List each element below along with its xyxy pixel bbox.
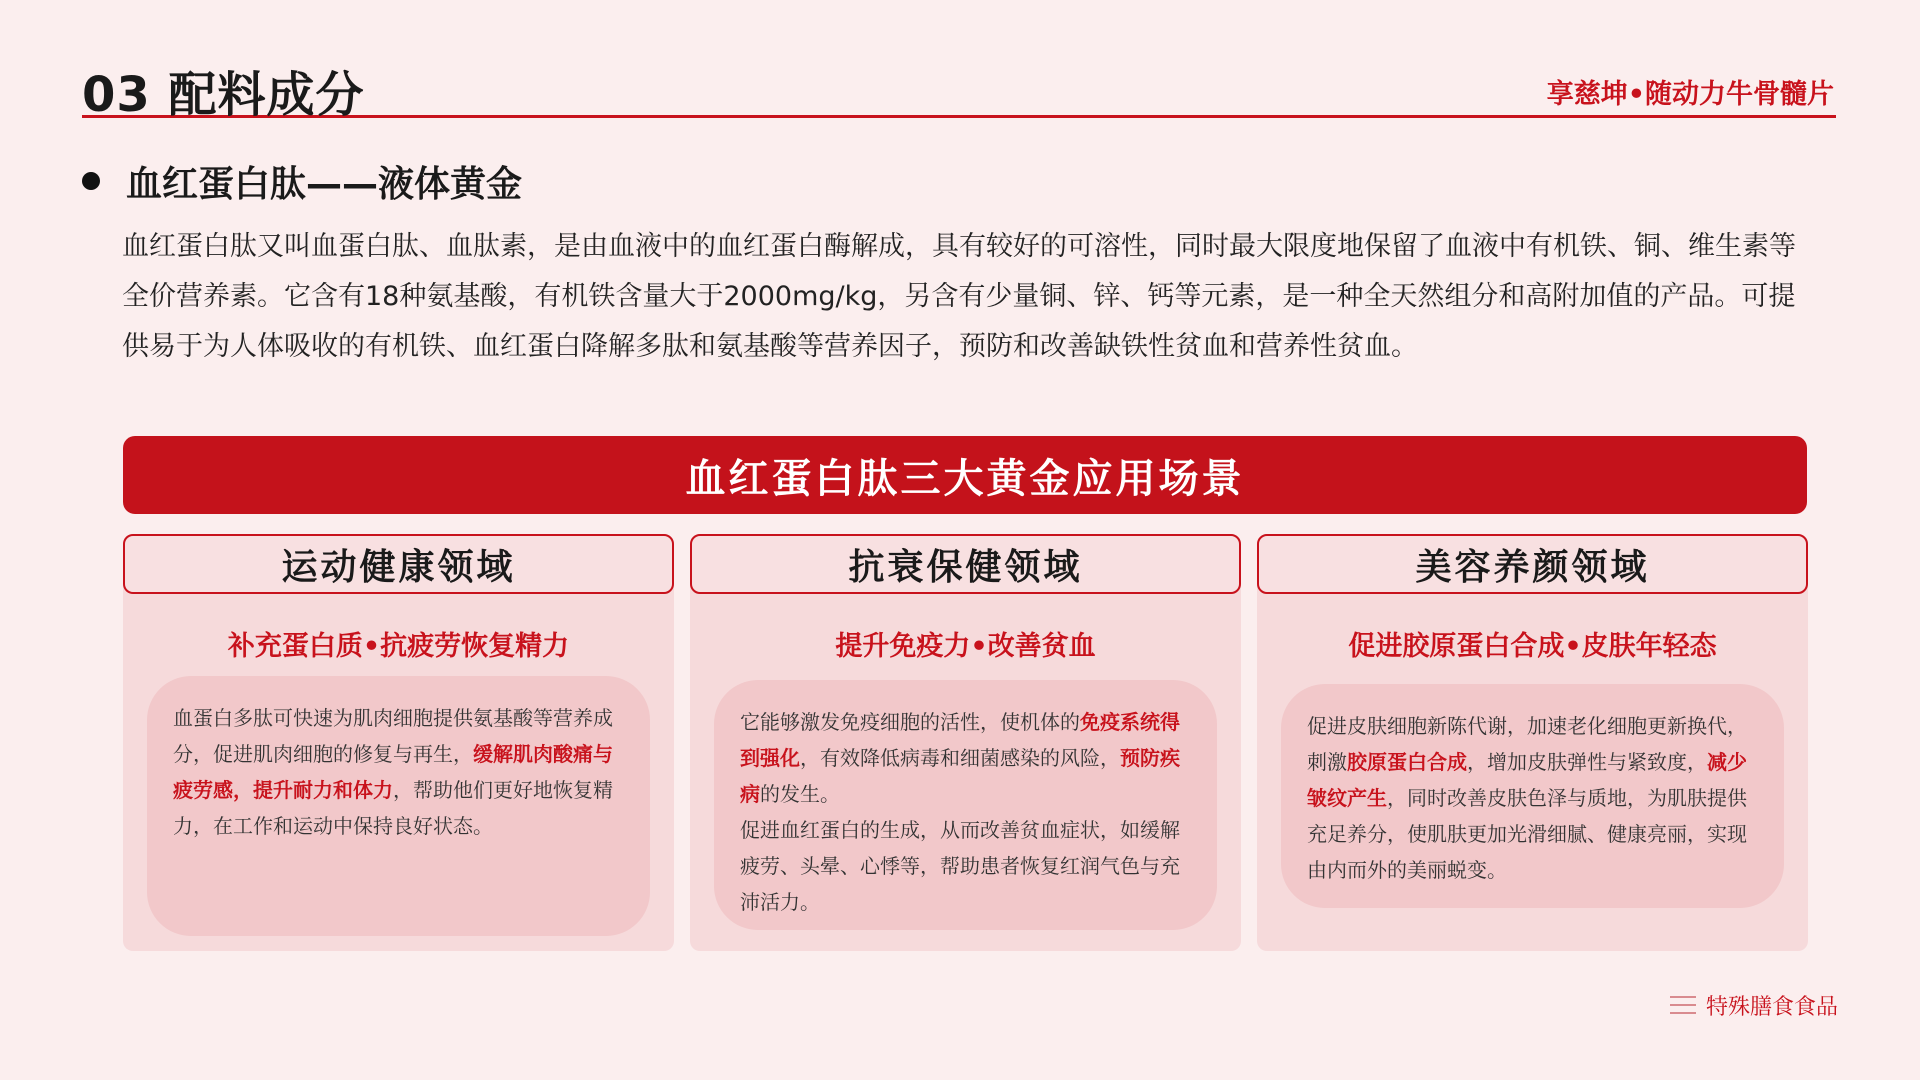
column-tab: 运动健康领域 [123, 534, 674, 594]
brand-name: 享慈坤•随动力牛骨髓片 [1546, 79, 1834, 110]
bullet-icon [82, 172, 100, 190]
footer [1670, 990, 1838, 1020]
column-body [1281, 684, 1784, 908]
body-text: 它能够激发免疫细胞的活性，使机体的 [740, 710, 1080, 734]
column-body [147, 676, 650, 936]
column-subtitle: 促进胶原蛋白合成•皮肤年轻态 [1348, 631, 1717, 662]
column-subtitle: 提升免疫力•改善贫血 [835, 631, 1096, 662]
scenarios-banner: 血红蛋白肽三大黄金应用场景 [123, 436, 1807, 514]
column-antiaging [690, 534, 1241, 951]
highlight-text: 减少皱纹产生 [1307, 750, 1747, 810]
body-text: ，增加皮肤弹性与紧致度， [1467, 750, 1707, 774]
column-tab: 美容养颜领域 [1257, 534, 1808, 594]
highlight-text: 免疫系统得到强化 [740, 710, 1180, 770]
column-subtitle: 补充蛋白质•抗疲劳恢复精力 [227, 631, 570, 662]
column-beauty [1257, 534, 1808, 951]
page-header [82, 52, 1836, 123]
body-text: ，帮助他们更好地恢复精力，在工作和运动中保持良好状态。 [173, 778, 613, 838]
body-text: 的发生。 [760, 782, 840, 806]
section-heading-text: 血红蛋白肽——液体黄金 [126, 163, 523, 205]
highlight-text: 缓解肌肉酸痛与疲劳感，提升耐力和体力 [173, 742, 613, 802]
body-text: 促进血红蛋白的生成，从而改善贫血症状，如缓解疲劳、头晕、心悸等，帮助患者恢复红润气色与充沛活力。 [740, 818, 1180, 914]
column-sports [123, 534, 674, 951]
section-heading [82, 156, 522, 206]
column-tab: 抗衰保健领域 [690, 534, 1241, 594]
body-text: ，同时改善皮肤色泽与质地，为肌肤提供充足养分，使肌肤更加光滑细腻、健康亮丽，实现由内而外的美丽蜕变。 [1307, 786, 1747, 882]
body-text: 促进皮肤细胞新陈代谢，加速老化细胞更新换代，刺激 [1307, 714, 1747, 774]
highlight-text: 胶原蛋白合成 [1347, 750, 1467, 774]
body-text: 血蛋白多肽可快速为肌肉细胞提供氨基酸等营养成分，促进肌肉细胞的修复与再生， [173, 706, 613, 766]
highlight-text: 预防疾病 [740, 746, 1180, 806]
page-title: 03 配料成分 [82, 67, 365, 123]
body-text: ，有效降低病毒和细菌感染的风险， [800, 746, 1120, 770]
intro-paragraph: 血红蛋白肽又叫血蛋白肽、血肽素，是由血液中的血红蛋白酶解成，具有较好的可溶性，同时最大限度地保留了血液中有机铁、铜、维生素等全价营养素。它含有18种氨基酸，有机铁含量大于2000mg/kg，另含有少量铜、锌、钙等元素，是一种全天然组分和高附加值的产品。可提供易于为人体吸收的有机铁、血红蛋白降解多肽和氨基酸等营养因子，预防和改善缺铁性贫血和营养性贫血。 [122, 231, 1796, 362]
column-body [714, 680, 1217, 930]
footer-label: 特殊膳食食品 [1705, 994, 1838, 1020]
list-icon [1670, 994, 1696, 1016]
